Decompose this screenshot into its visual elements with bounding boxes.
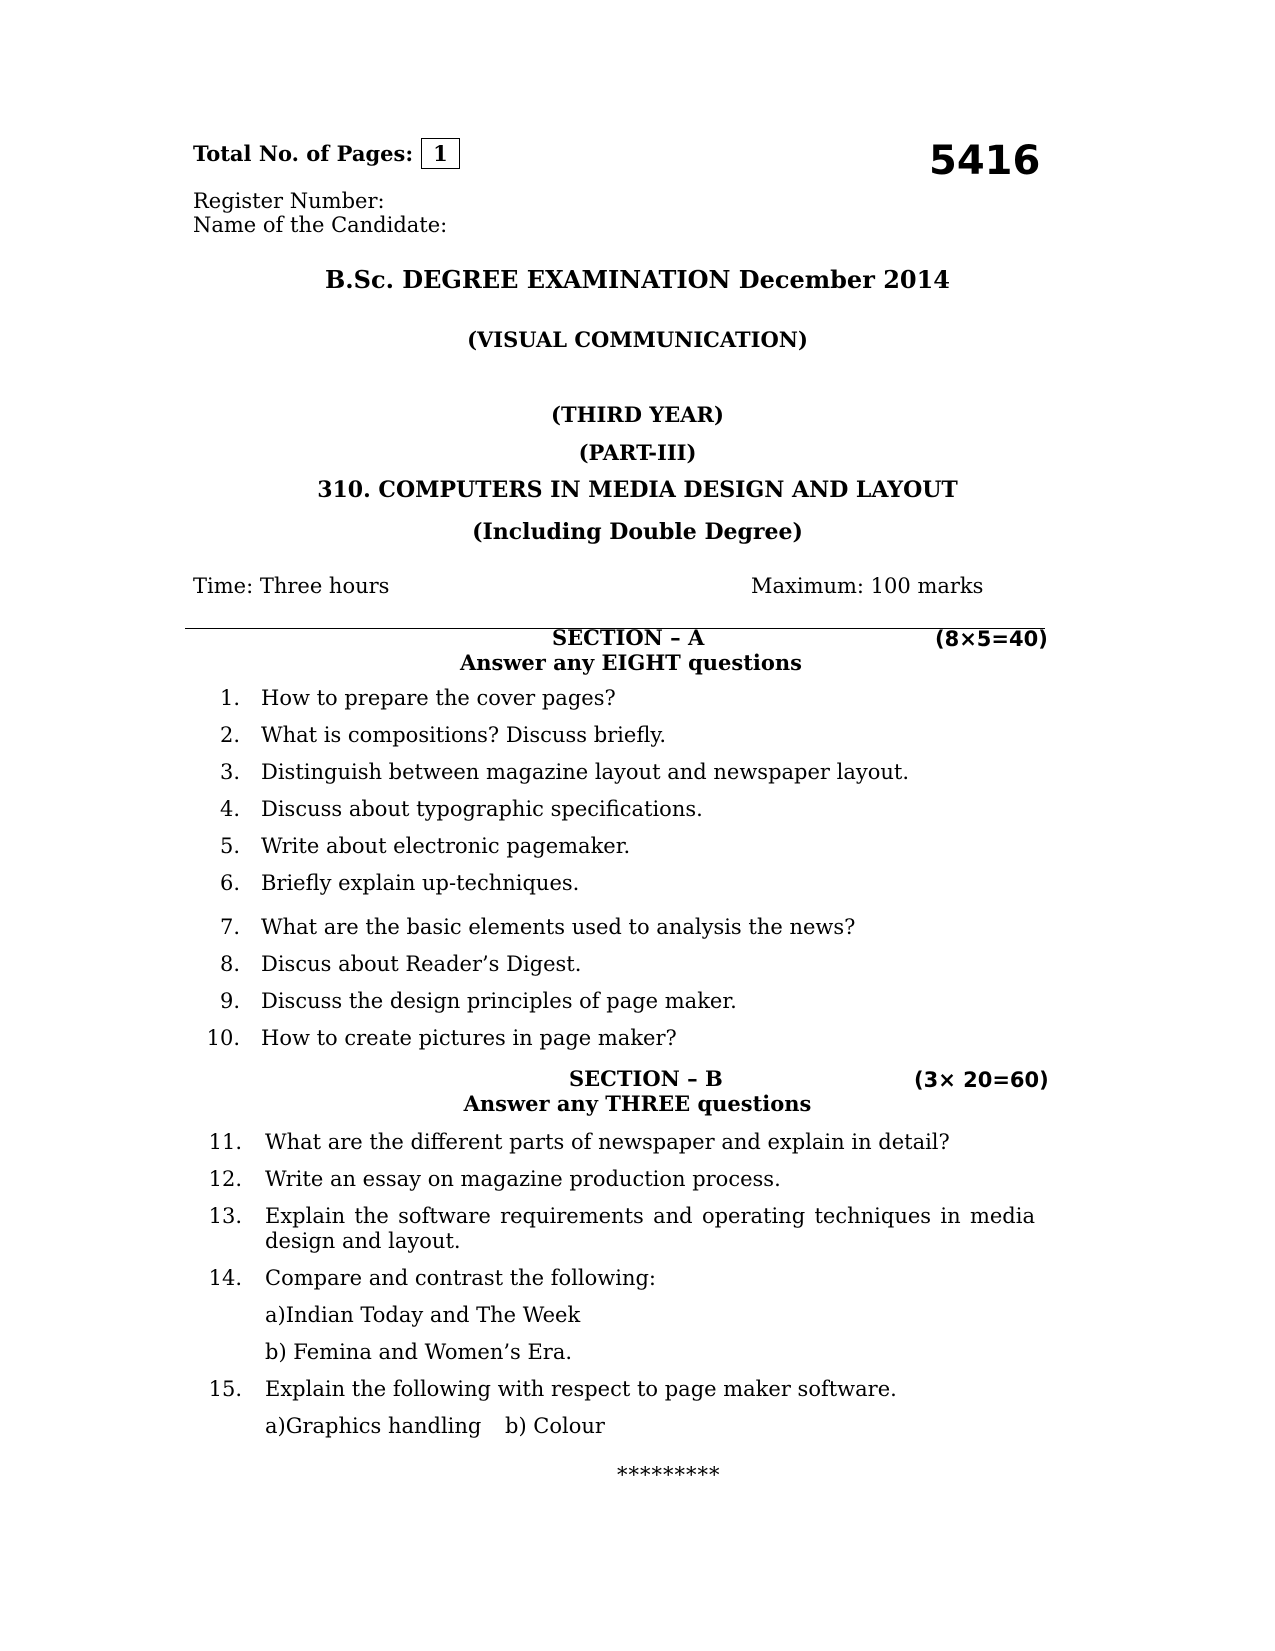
total-pages-box: 1 xyxy=(421,138,460,169)
question-number: 1. xyxy=(219,686,240,710)
question-text: Write about electronic pagemaker. xyxy=(261,834,631,858)
register-number-label: Register Number: xyxy=(193,189,385,213)
paper-note: (Including Double Degree) xyxy=(472,519,803,545)
question-number: 2. xyxy=(219,723,240,747)
paper-title: 310. COMPUTERS IN MEDIA DESIGN AND LAYOUT xyxy=(317,477,958,503)
part-title: (PART-III) xyxy=(578,440,697,465)
question-text: Discuss about typographic specifications. xyxy=(261,797,703,821)
question-text: Discus about Reader’s Digest. xyxy=(261,952,582,976)
question-number: 3. xyxy=(219,760,240,784)
question-number: 14. xyxy=(208,1266,242,1290)
question-text: Write an essay on magazine production process. xyxy=(265,1167,781,1191)
question-text: How to prepare the cover pages? xyxy=(261,686,616,710)
question-text: Discuss the design principles of page maker. xyxy=(261,989,737,1013)
end-mark: ********* xyxy=(617,1463,721,1487)
question-text: What are the basic elements used to analysis the news? xyxy=(261,915,856,939)
question-number: 11. xyxy=(208,1130,242,1154)
section-a-marks: (8×5=40) xyxy=(935,627,1048,651)
question-text: Explain the following with respect to page maker software. xyxy=(265,1377,897,1401)
q15-option-a: a)Graphics handling xyxy=(265,1414,482,1438)
question-number: 7. xyxy=(219,915,240,939)
year-title: (THIRD YEAR) xyxy=(551,402,724,427)
time-label: Time: Three hours xyxy=(193,574,390,598)
candidate-name-label: Name of the Candidate: xyxy=(193,213,448,237)
subject-title: (VISUAL COMMUNICATION) xyxy=(467,327,808,352)
question-number: 4. xyxy=(219,797,240,821)
section-a-instruction: Answer any EIGHT questions xyxy=(459,650,803,675)
question-text: Distinguish between magazine layout and newspaper layout. xyxy=(261,760,909,784)
question-number: 10. xyxy=(206,1026,240,1050)
question-text: How to create pictures in page maker? xyxy=(261,1026,677,1050)
exam-title: B.Sc. DEGREE EXAMINATION December 2014 xyxy=(325,265,950,294)
question-text: What is compositions? Discuss briefly. xyxy=(261,723,667,747)
section-a-title: SECTION – A xyxy=(552,625,705,650)
section-b-title: SECTION – B xyxy=(569,1066,723,1091)
section-b-instruction: Answer any THREE questions xyxy=(463,1091,812,1116)
question-text: Explain the software requirements and operating techniques in media design and layout. xyxy=(265,1204,1035,1253)
question-text: Compare and contrast the following: xyxy=(265,1266,657,1290)
question-number: 6. xyxy=(219,871,240,895)
q14-option-b: b) Femina and Women’s Era. xyxy=(265,1340,573,1364)
section-b-marks: (3× 20=60) xyxy=(914,1068,1049,1092)
question-number: 13. xyxy=(208,1204,242,1228)
max-marks-label: Maximum: 100 marks xyxy=(751,574,984,598)
question-number: 12. xyxy=(208,1167,242,1191)
question-text: What are the different parts of newspaper and explain in detail? xyxy=(265,1130,950,1154)
question-number: 8. xyxy=(219,952,240,976)
total-pages-label: Total No. of Pages: 1 xyxy=(193,138,460,169)
question-number: 9. xyxy=(219,989,240,1013)
question-number: 5. xyxy=(219,834,240,858)
question-text: Briefly explain up-techniques. xyxy=(261,871,580,895)
paper-code: 5416 xyxy=(929,138,1041,184)
q14-option-a: a)Indian Today and The Week xyxy=(265,1303,581,1327)
question-number: 15. xyxy=(208,1377,242,1401)
q15-option-b: b) Colour xyxy=(505,1414,605,1438)
